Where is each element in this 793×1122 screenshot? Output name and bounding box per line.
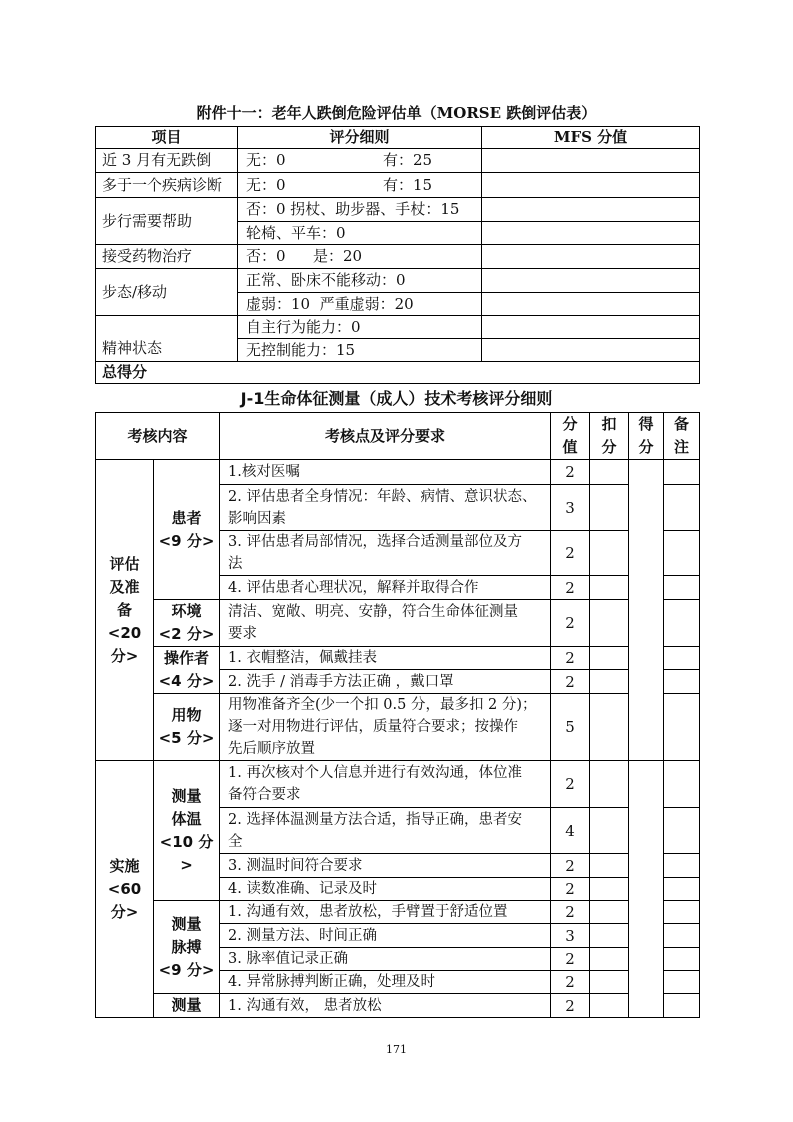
- morse-criteria: [238, 149, 482, 173]
- morse-criteria: [238, 245, 482, 269]
- table-row: [96, 600, 700, 647]
- table-row: [96, 647, 700, 670]
- mfs-score-cell: [482, 173, 700, 198]
- morse-fall-risk-table: [95, 126, 700, 384]
- table-row: [96, 761, 700, 808]
- morse-criteria: 自主行为能力：0: [238, 316, 482, 339]
- mfs-score-cell: [482, 269, 700, 293]
- morse-item-label: 近 3 月有无跌倒: [96, 149, 238, 173]
- result-cell: [629, 761, 664, 1018]
- criterion-text: 1.核对医嘱: [220, 460, 551, 485]
- score-value: 2: [551, 994, 590, 1018]
- note-cell: [664, 948, 700, 971]
- note-cell: [664, 761, 700, 808]
- deduct-cell: [590, 761, 629, 808]
- morse-criteria: 轮椅、平车：0: [238, 222, 482, 245]
- vital-signs-assessment-table: [95, 412, 700, 1018]
- deduct-cell: [590, 948, 629, 971]
- note-cell: [664, 600, 700, 647]
- criteria-option: 否：0: [246, 247, 286, 265]
- header-deduct: 扣 分: [590, 413, 629, 460]
- note-cell: [664, 647, 700, 670]
- table-row: [96, 460, 700, 485]
- criteria-option: 有：25: [383, 151, 433, 169]
- note-cell: [664, 576, 700, 600]
- deduct-cell: [590, 694, 629, 761]
- criterion-text: 1. 沟通有效，患者放松，手臂置于舒适位置: [220, 901, 551, 924]
- note-cell: [664, 460, 700, 485]
- morse-row: [96, 149, 700, 173]
- header-score: 分 值: [551, 413, 590, 460]
- total-score-label: 总得分: [96, 362, 700, 384]
- score-value: 2: [551, 878, 590, 901]
- note-cell: [664, 971, 700, 994]
- morse-row: [96, 198, 700, 222]
- criterion-text: 3. 脉率值记录正确: [220, 948, 551, 971]
- score-value: 5: [551, 694, 590, 761]
- deduct-cell: [590, 531, 629, 576]
- result-cell: [629, 460, 664, 761]
- morse-item-label: 多于一个疾病诊断: [96, 173, 238, 198]
- deduct-cell: [590, 600, 629, 647]
- header-points: 考核点及评分要求: [220, 413, 551, 460]
- morse-item-label: 接受药物治疗: [96, 245, 238, 269]
- criterion-text: 1. 衣帽整洁，佩戴挂表: [220, 647, 551, 670]
- table-row: [96, 994, 700, 1018]
- mfs-score-cell: [482, 293, 700, 316]
- deduct-cell: [590, 647, 629, 670]
- criterion-text: 4. 异常脉搏判断正确，处理及时: [220, 971, 551, 994]
- criterion-text: 2. 洗手 / 消毒手方法正确 ，戴口罩: [220, 670, 551, 694]
- score-value: 2: [551, 670, 590, 694]
- note-cell: [664, 994, 700, 1018]
- section-label: 环境 <2 分>: [154, 600, 220, 647]
- page-number: 171: [386, 1043, 407, 1056]
- section-label: 患者 <9 分>: [154, 460, 220, 600]
- score-value: 2: [551, 854, 590, 878]
- header-note: 备 注: [664, 413, 700, 460]
- mfs-score-cell: [482, 149, 700, 173]
- table-row: [96, 694, 700, 761]
- deduct-cell: [590, 901, 629, 924]
- header-item: 项目: [96, 127, 238, 149]
- mfs-score-cell: [482, 339, 700, 362]
- note-cell: [664, 694, 700, 761]
- mfs-score-cell: [482, 245, 700, 269]
- morse-item-label: 步行需要帮助: [96, 198, 238, 245]
- note-cell: [664, 924, 700, 948]
- criterion-text: 4. 读数准确、记录及时: [220, 878, 551, 901]
- morse-criteria: 否：0 拐杖、助步器、手杖：15: [238, 198, 482, 222]
- header-result: 得 分: [629, 413, 664, 460]
- section-label: 测量 体温 <10 分>: [154, 761, 220, 901]
- criterion-text: 3. 评估患者局部情况，选择合适测量部位及方 法: [220, 531, 551, 576]
- score-value: 3: [551, 485, 590, 531]
- criterion-text: 清洁、宽敞、明亮、安静，符合生命体征测量 要求: [220, 600, 551, 647]
- morse-row: [96, 173, 700, 198]
- criterion-text: 1. 再次核对个人信息并进行有效沟通，体位准 备符合要求: [220, 761, 551, 808]
- deduct-cell: [590, 670, 629, 694]
- criteria-option: 有：15: [383, 175, 433, 194]
- group-label: 实施 <60 分>: [96, 761, 154, 1018]
- deduct-cell: [590, 808, 629, 854]
- morse-row: [96, 269, 700, 293]
- criteria-option: 无：0: [246, 175, 286, 194]
- group-label: 评估 及准 备 <20 分>: [96, 460, 154, 761]
- criterion-text: 3. 测温时间符合要求: [220, 854, 551, 878]
- mfs-score-cell: [482, 316, 700, 339]
- criterion-text: 1. 沟通有效， 患者放松: [220, 994, 551, 1018]
- morse-criteria: 正常、卧床不能移动：0: [238, 269, 482, 293]
- score-value: 2: [551, 971, 590, 994]
- criterion-text: 2. 评估患者全身情况：年龄、病情、意识状态、 影响因素: [220, 485, 551, 531]
- header-mfs-score: MFS 分值: [482, 127, 700, 149]
- morse-row: [96, 316, 700, 339]
- note-cell: [664, 878, 700, 901]
- morse-criteria: 无控制能力：15: [238, 339, 482, 362]
- morse-item-label: 步态/移动: [96, 269, 238, 316]
- table-row: [96, 901, 700, 924]
- morse-item-label: 精神状态: [96, 316, 238, 362]
- note-cell: [664, 531, 700, 576]
- morse-criteria: 虚弱：10 严重虚弱：20: [238, 293, 482, 316]
- section-label: 操作者 <4 分>: [154, 647, 220, 694]
- deduct-cell: [590, 460, 629, 485]
- deduct-cell: [590, 576, 629, 600]
- morse-title: 附件十一：老年人跌倒危险评估单（MORSE 跌倒评估表）: [196, 104, 597, 122]
- morse-total-row: [96, 362, 700, 384]
- mfs-score-cell: [482, 222, 700, 245]
- section-label: 用物 <5 分>: [154, 694, 220, 761]
- deduct-cell: [590, 924, 629, 948]
- note-cell: [664, 901, 700, 924]
- criteria-option: 是：20: [313, 247, 363, 265]
- score-value: 2: [551, 901, 590, 924]
- deduct-cell: [590, 971, 629, 994]
- morse-header-row: [96, 127, 700, 149]
- score-value: 2: [551, 647, 590, 670]
- morse-row: [96, 245, 700, 269]
- score-value: 2: [551, 600, 590, 647]
- deduct-cell: [590, 485, 629, 531]
- deduct-cell: [590, 878, 629, 901]
- section-label: 测量: [154, 994, 220, 1018]
- criterion-text: 用物准备齐全(少一个扣 0.5 分，最多扣 2 分)； 逐一对用物进行评估，质量符合要求；按操作 先后顺序放置: [220, 694, 551, 761]
- score-value: 2: [551, 948, 590, 971]
- score-value: 2: [551, 761, 590, 808]
- score-value: 2: [551, 531, 590, 576]
- note-cell: [664, 485, 700, 531]
- deduct-cell: [590, 994, 629, 1018]
- criterion-text: 2. 选择体温测量方法合适，指导正确，患者安 全: [220, 808, 551, 854]
- score-value: 3: [551, 924, 590, 948]
- criteria-option: 无：0: [246, 151, 286, 169]
- criterion-text: 4. 评估患者心理状况，解释并取得合作: [220, 576, 551, 600]
- header-content: 考核内容: [96, 413, 220, 460]
- assessment-title: J-1生命体征测量（成人）技术考核评分细则: [240, 389, 553, 408]
- header-criteria: 评分细则: [238, 127, 482, 149]
- deduct-cell: [590, 854, 629, 878]
- note-cell: [664, 854, 700, 878]
- criterion-text: 2. 测量方法、时间正确: [220, 924, 551, 948]
- score-value: 4: [551, 808, 590, 854]
- section-label: 测量 脉搏 <9 分>: [154, 901, 220, 994]
- morse-criteria: [238, 173, 482, 198]
- mfs-score-cell: [482, 198, 700, 222]
- assessment-header-row: [96, 413, 700, 460]
- note-cell: [664, 670, 700, 694]
- score-value: 2: [551, 576, 590, 600]
- note-cell: [664, 808, 700, 854]
- score-value: 2: [551, 460, 590, 485]
